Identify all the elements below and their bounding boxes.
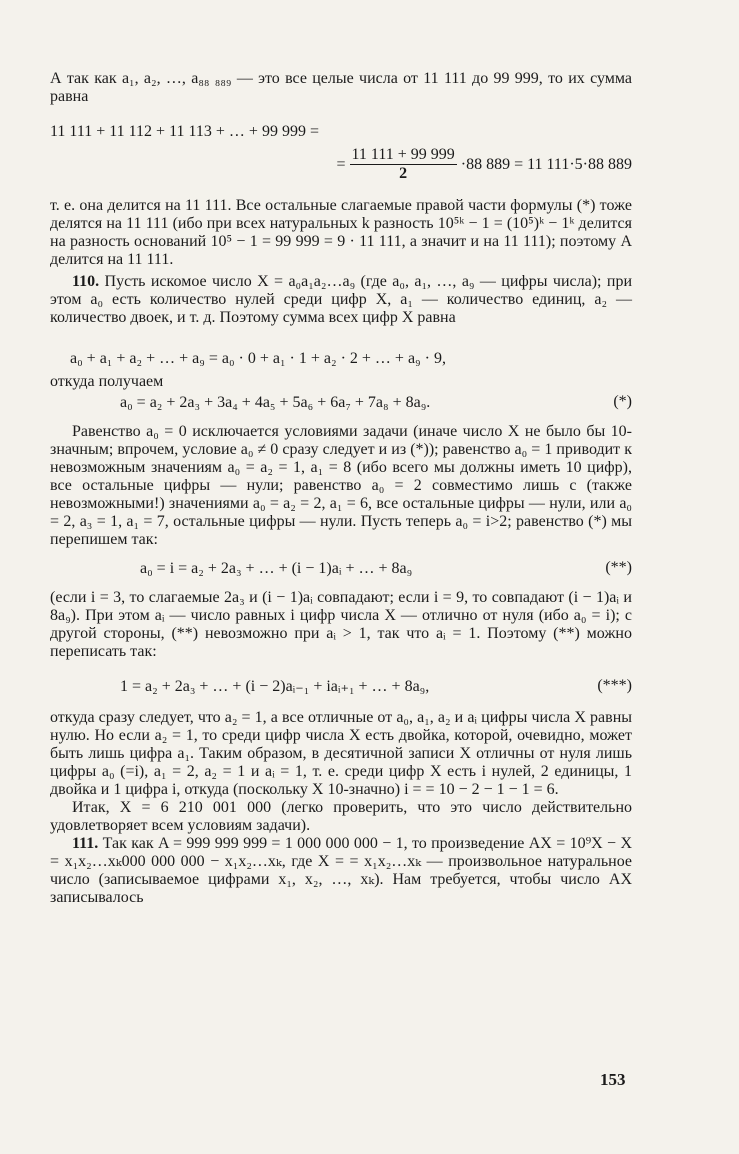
paragraph-divisibility: т. е. она делится на 11 111. Все остальные слагаемые правой части формулы (*) тоже делятся на 11 111 (ибо при всех натуральных k разность 10⁵ᵏ − 1 = (10⁵)ᵏ − 1ᵏ делится на разность оснований 10⁵ − 1 = 99 999 = 9 · 11 111, а значит и на 11 111); поэтому A делится на 11 111.: [50, 197, 632, 268]
paragraph-cases: Равенство a₀ = 0 исключается условиями задачи (иначе число X не было бы 10-значным; впрочем, условие a₀ ≠ 0 сразу следует и из (*)); равенство a₀ = 1 приводит к невозможным значениям a₀ = a₂ = 1, a₁ = 8 (ибо всего мы должны иметь 10 цифр), все остальные цифры — нули; равенство a₀ = 2 совместимо лишь с (также невозможными!) значениями a₀ = a₂ = 2, a₁ = 6, все остальные цифры — нули, или a₀ = 2, a₃ = 1, a₁ = 7, остальные цифры — нули. Пусть теперь a₀ = i>2; равенство (*) мы перепишем так:: [50, 423, 632, 548]
equation-double-star: [50, 559, 632, 583]
problem-number-111: 111.: [72, 835, 99, 852]
equation-digit-sum: a₀ + a₁ + a₂ + … + a₉ = a₀ · 0 + a₁ · 1 + a₂ · 2 + … + a₉ · 9,: [70, 350, 446, 367]
fraction: [350, 146, 457, 183]
paragraph-intro: А так как a₁, a₂, …, a₈₈ ₈₈₉ — это все целые числа от 11 111 до 99 999, то их сумма равна: [50, 70, 632, 105]
equation-star-body: a₀ = a₂ + 2a₃ + 3a₄ + 4a₅ + 5a₆ + 6a₇ + 7a₈ + 8a₉.: [120, 394, 431, 411]
equation-triple-star-label: (***): [597, 677, 632, 694]
equation-sum-line1: 11 111 + 11 112 + 11 113 + … + 99 999 =: [50, 123, 319, 140]
paragraph-answer: Итак, X = 6 210 001 000 (легко проверить, что это число действительно удовлетворяет всем условиям задачи).: [50, 799, 632, 834]
eq2-equals: =: [336, 155, 346, 173]
fraction-denominator: 2: [399, 165, 408, 182]
equation-double-star-label: (**): [605, 559, 632, 576]
problem-110-text: Пусть искомое число X = a₀a₁a₂…a₉ (где a₀, a₁, …, a₉ — цифры числа); при этом a₀ есть количество нулей среди цифр X, a₁ — количество единиц, a₂ — количество двоек, и т. д. Поэтому сумма всех цифр X равна: [50, 273, 633, 326]
paragraph-coincide: (если i = 3, то слагаемые 2a₃ и (i − 1)aᵢ совпадают; если i = 9, то совпадают (i − 1)aᵢ и 8a₉). При этом aᵢ — число равных i цифр числа X — отлично от нуля (ибо a₀ = i); с другой стороны, (**) невозможно при aᵢ > 1, так что aᵢ = 1. Поэтому (**) можно переписать так:: [50, 589, 632, 660]
page-body: [50, 70, 632, 907]
equation-star: [50, 393, 632, 417]
problem-111-text: Так как A = 999 999 999 = 1 000 000 000 − 1, то произведение AX = 10⁹X − X = x₁x₂…xₖ000 000 000 − x₁x₂…xₖ, где X = = x₁x₂…xₖ — произвольное натуральное число (записываемое цифрами x₁, x₂, …, xₖ). Нам требуется, чтобы число AX записывалось: [50, 835, 632, 906]
paragraph-whence: откуда получаем: [50, 373, 164, 390]
equation-star-label: (*): [613, 393, 632, 410]
page-number: 153: [600, 1070, 626, 1089]
eq2-rhs: ·88 889 = 11 111·5·88 889: [460, 155, 632, 173]
paragraph-problem-110: [50, 273, 632, 327]
paragraph-problem-111: [50, 835, 632, 907]
equation-sum-line2: [50, 146, 632, 183]
equation-triple-star: [50, 677, 632, 701]
fraction-numerator: 11 111 + 99 999: [351, 146, 455, 163]
equation-double-star-body: a₀ = i = a₂ + 2a₃ + … + (i − 1)aᵢ + … + 8a₉: [140, 560, 413, 577]
equation-triple-star-body: 1 = a₂ + 2a₃ + … + (i − 2)aᵢ₋₁ + iaᵢ₊₁ + … + 8a₉,: [120, 678, 430, 695]
problem-number-110: 110.: [72, 273, 100, 290]
paragraph-conclusion: откуда сразу следует, что a₂ = 1, а все отличные от a₀, a₁, a₂ и aᵢ цифры числа X равны нулю. Но если a₂ = 1, то среди цифр числа X есть двойка, которой, очевидно, может быть лишь цифра a₁. Таким образом, в десятичной записи X отличны от нуля лишь цифры a₀ (=i), a₁ = 2, a₂ = 1 и aᵢ = 1, т. е. среди цифр X есть i нулей, 2 единицы, 1 двойка и 1 цифра i, откуда (поскольку X 10-значно) i = = 10 − 2 − 1 − 1 = 6.: [50, 709, 632, 798]
